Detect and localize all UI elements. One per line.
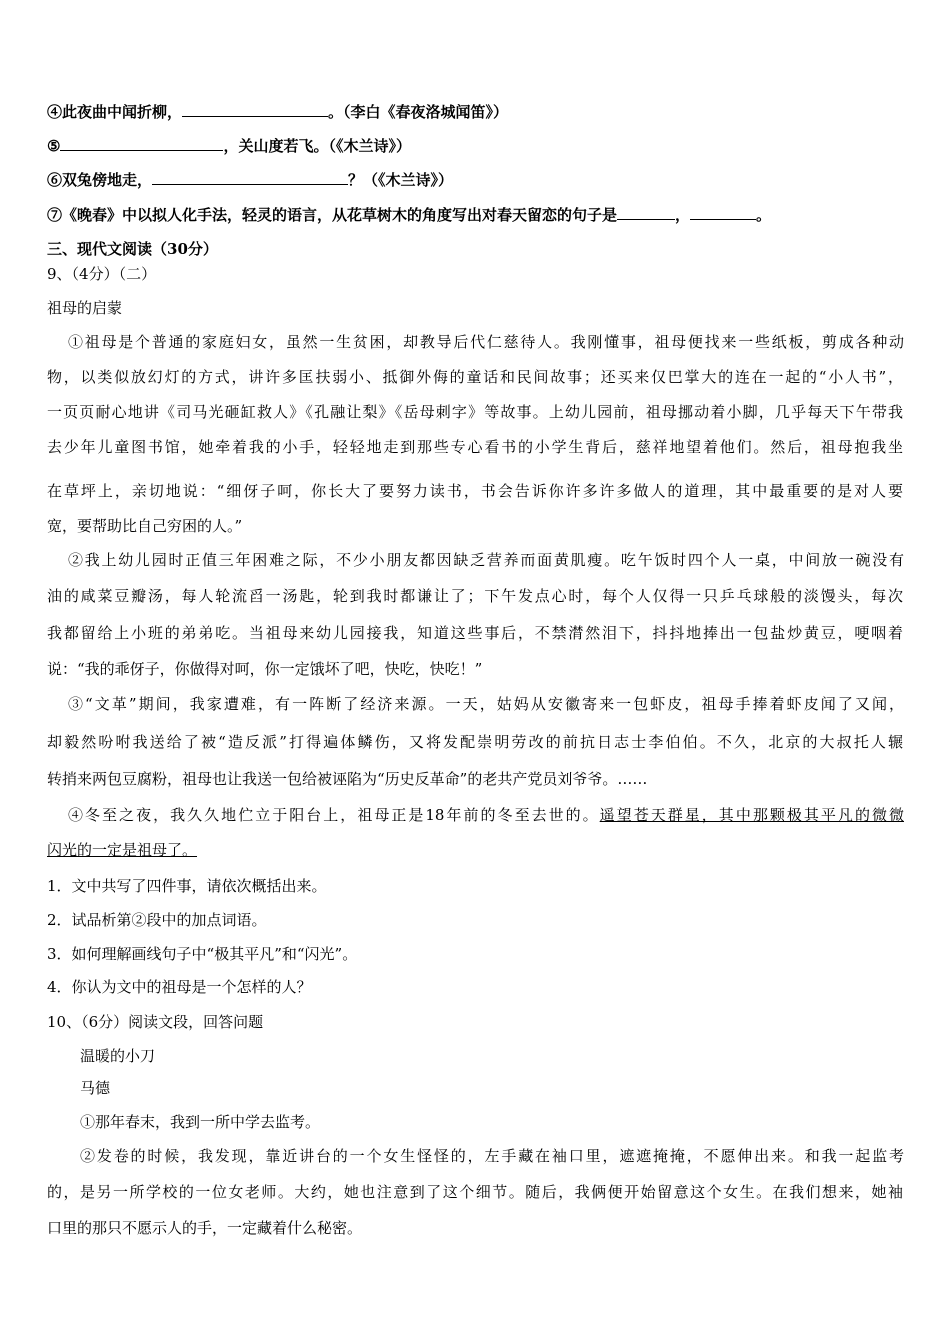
q9-paragraph-1-line: ①祖母是个普通的家庭妇女，虽然一生贫困，却教导后代仁慈待人。我刚懂事，祖母便找来一些纸板，剪成各种动 bbox=[68, 333, 904, 351]
q10-paragraph-1: ①那年春末，我到一所中学去监考。 bbox=[80, 1113, 321, 1131]
poem-line-5-number: ⑤ bbox=[47, 137, 61, 155]
q9-paragraph-3-line: 转捎来两包豆腐粉，祖母也让我送一包给被诬陷为“历史反革命”的老共产党员刘爷爷。…… bbox=[47, 770, 648, 788]
q9-paragraph-3-line: 却毅然吩咐我送给了被“造反派”打得遍体鳞伤，又将发配崇明劳改的前抗日志士李伯伯。不久，北京的大叔托人辗 bbox=[47, 733, 903, 751]
q9-paragraph-4-text: ④冬至之夜，我久久地伫立于阳台上，祖母正是18年前的冬至去世的。 bbox=[68, 806, 600, 824]
poem-line-5 bbox=[47, 136, 411, 156]
q10-paragraph-2-line: 的，是另一所学校的一位女老师。大约，她也注意到了这个细节。随后，我俩便开始留意这个女生。在我们想来，她袖 bbox=[47, 1183, 903, 1201]
underlined-sentence: 闪光的一定是祖母了。 bbox=[47, 841, 198, 859]
poem-line-5-text: ，关山度若飞。（《木兰诗》） bbox=[223, 137, 411, 155]
poem-line-7-sep: ， bbox=[675, 206, 691, 224]
q10-paragraph-2-line: ②发卷的时候，我发现，靠近讲台的一个女生怪怪的，左手藏在袖口里，遮遮掩掩，不愿伸出来。和我一起监考 bbox=[80, 1147, 904, 1165]
underlined-sentence: 遥望苍天群星，其中那颗极其平凡的微微 bbox=[599, 806, 904, 824]
answer-blank[interactable] bbox=[690, 205, 756, 220]
q9-paragraph-3-line: ③“文革”期间，我家遭难，有一阵断了经济来源。一天，姑妈从安徽寄来一包虾皮，祖母手捧着虾皮闻了又闻， bbox=[68, 695, 904, 713]
q10-header: 10、（6分）阅读文段，回答问题 bbox=[47, 1013, 264, 1031]
poem-line-7-end: 。 bbox=[756, 206, 772, 224]
poem-line-6-text: ⑥双兔傍地走， bbox=[47, 171, 153, 189]
section-heading: 三、现代文阅读（30分） bbox=[47, 240, 218, 258]
poem-line-4-source: 。（李白《春夜洛城闻笛》） bbox=[328, 103, 509, 121]
q10-paragraph-2-line: 口里的那只不愿示人的手，一定藏着什么秘密。 bbox=[47, 1219, 363, 1237]
answer-blank[interactable] bbox=[617, 205, 675, 220]
q10-author: 马德 bbox=[80, 1079, 111, 1097]
poem-line-4-text: ④此夜曲中闻折柳， bbox=[47, 103, 183, 121]
q9-question: 1．文中共写了四件事，请依次概括出来。 bbox=[47, 877, 327, 895]
q9-paragraph-4-line bbox=[68, 805, 904, 825]
poem-line-6-source: ？（《木兰诗》） bbox=[348, 171, 454, 189]
q9-paragraph-2-line: 说：“我的乖伢子，你做得对呵，你一定饿坏了吧，快吃，快吃！” bbox=[47, 660, 483, 678]
q9-paragraph-1-line: 一页页耐心地讲《司马光砸缸救人》《孔融让梨》《岳母刺字》等故事。上幼儿园前，祖母挪动着小脚，几乎每天下午带我 bbox=[47, 403, 903, 421]
answer-blank[interactable] bbox=[152, 170, 348, 185]
q9-paragraph-2-line: ②我上幼儿园时正值三年困难之际，不少小朋友都因缺乏营养而面黄肌瘦。吃午饭时四个人一桌，中间放一碗没有 bbox=[68, 551, 904, 569]
q9-paragraph-2-line: 油的咸菜豆瓣汤，每人轮流舀一汤匙，轮到我时都谦让了；下午发点心时，每个人仅得一只乒乓球般的淡馒头，每次 bbox=[47, 587, 903, 605]
q9-question: 4．你认为文中的祖母是一个怎样的人？ bbox=[47, 978, 312, 996]
poem-line-4 bbox=[47, 102, 508, 122]
answer-blank[interactable] bbox=[60, 136, 223, 151]
q9-question: 3．如何理解画线句子中“极其平凡”和“闪光”。 bbox=[47, 945, 358, 963]
q9-paragraph-2-line: 我都留给上小班的弟弟吃。当祖母来幼儿园接我，知道这些事后，不禁潸然泪下，抖抖地捧出一包盐炒黄豆，哽咽着 bbox=[47, 624, 903, 642]
q9-article-title: 祖母的启蒙 bbox=[47, 299, 123, 317]
poem-line-7 bbox=[47, 205, 771, 225]
poem-line-7-text: ⑦《晚春》中以拟人化手法，轻灵的语言，从花草树木的角度写出对春天留恋的句子是 bbox=[47, 206, 618, 224]
q9-paragraph-1-line: 在草坪上，亲切地说：“细伢子呵，你长大了要努力读书，书会告诉你许多许多做人的道理，其中最重要的是对人要 bbox=[47, 482, 903, 500]
q10-article-title: 温暖的小刀 bbox=[80, 1047, 156, 1065]
q9-paragraph-1-line: 宽，要帮助比自己穷困的人。” bbox=[47, 517, 243, 535]
q9-paragraph-1-line: 去少年儿童图书馆，她牵着我的小手，轻轻地走到那些专心看书的小学生背后，慈祥地望着他们。然后，祖母抱我坐 bbox=[47, 438, 903, 456]
poem-line-6 bbox=[47, 170, 453, 190]
q9-header: 9、（4分）（二） bbox=[47, 265, 157, 283]
q9-paragraph-1-line: 物，以类似放幻灯的方式，讲许多匡扶弱小、抵御外侮的童话和民间故事；还买来仅巴掌大的连在一起的“小人书”， bbox=[47, 368, 903, 386]
q9-question: 2．试品析第②段中的加点词语。 bbox=[47, 911, 267, 929]
answer-blank[interactable] bbox=[182, 102, 328, 117]
